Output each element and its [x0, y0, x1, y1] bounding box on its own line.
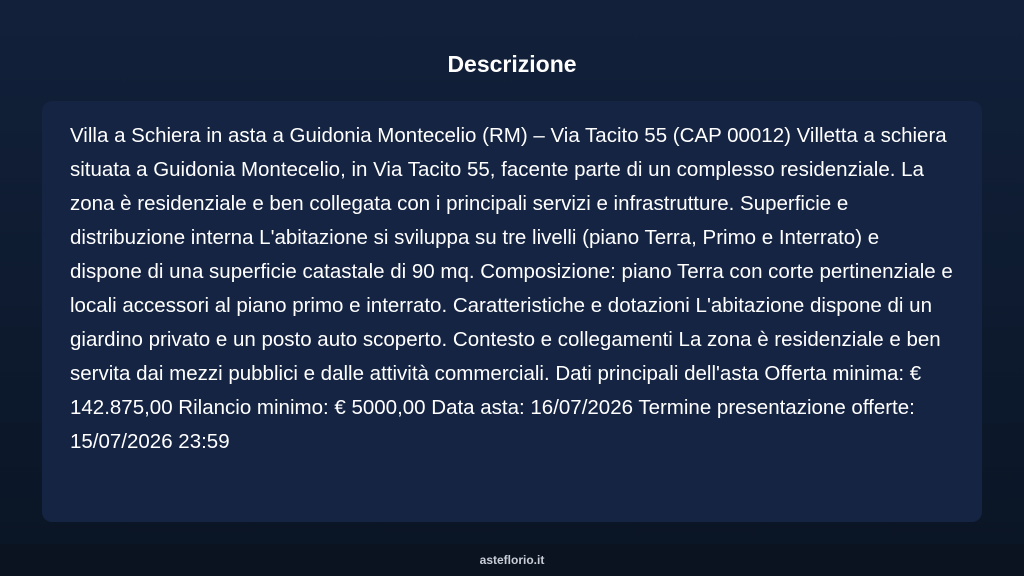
description-card: [42, 101, 982, 522]
page-title: Descrizione: [447, 51, 577, 77]
footer-brand: asteflorio.it: [479, 553, 545, 567]
description-text: Villa a Schiera in asta a Guidonia Montecelio (RM) – Via Tacito 55 (CAP 00012) Villetta a schiera situata a Guidonia Montecelio, in Via Tacito 55, facente parte di un complesso residenziale. La zona è residenziale e ben collegata con i principali servizi e infrastrutture. Superficie e distribuzione interna L'abitazione si sviluppa su tre livelli (piano Terra, Primo e Interrato) e dispone di una superficie catastale di 90 mq. Composizione: piano Terra con corte pertinenziale e locali accessori al piano primo e interrato. Caratteristiche e dotazioni L'abitazione dispone di un giardino privato e un posto auto scoperto. Contesto e collegamenti La zona è residenziale e ben servita dai mezzi pubblici e dalle attività commerciali. Dati principali dell'asta Offerta minima: € 142.875,00 Rilancio minimo: € 5000,00 Data asta: 16/07/2026 Termine presentazione offerte: 15/07/2026 23:59: [70, 124, 953, 453]
footer-bar: [0, 544, 1024, 576]
